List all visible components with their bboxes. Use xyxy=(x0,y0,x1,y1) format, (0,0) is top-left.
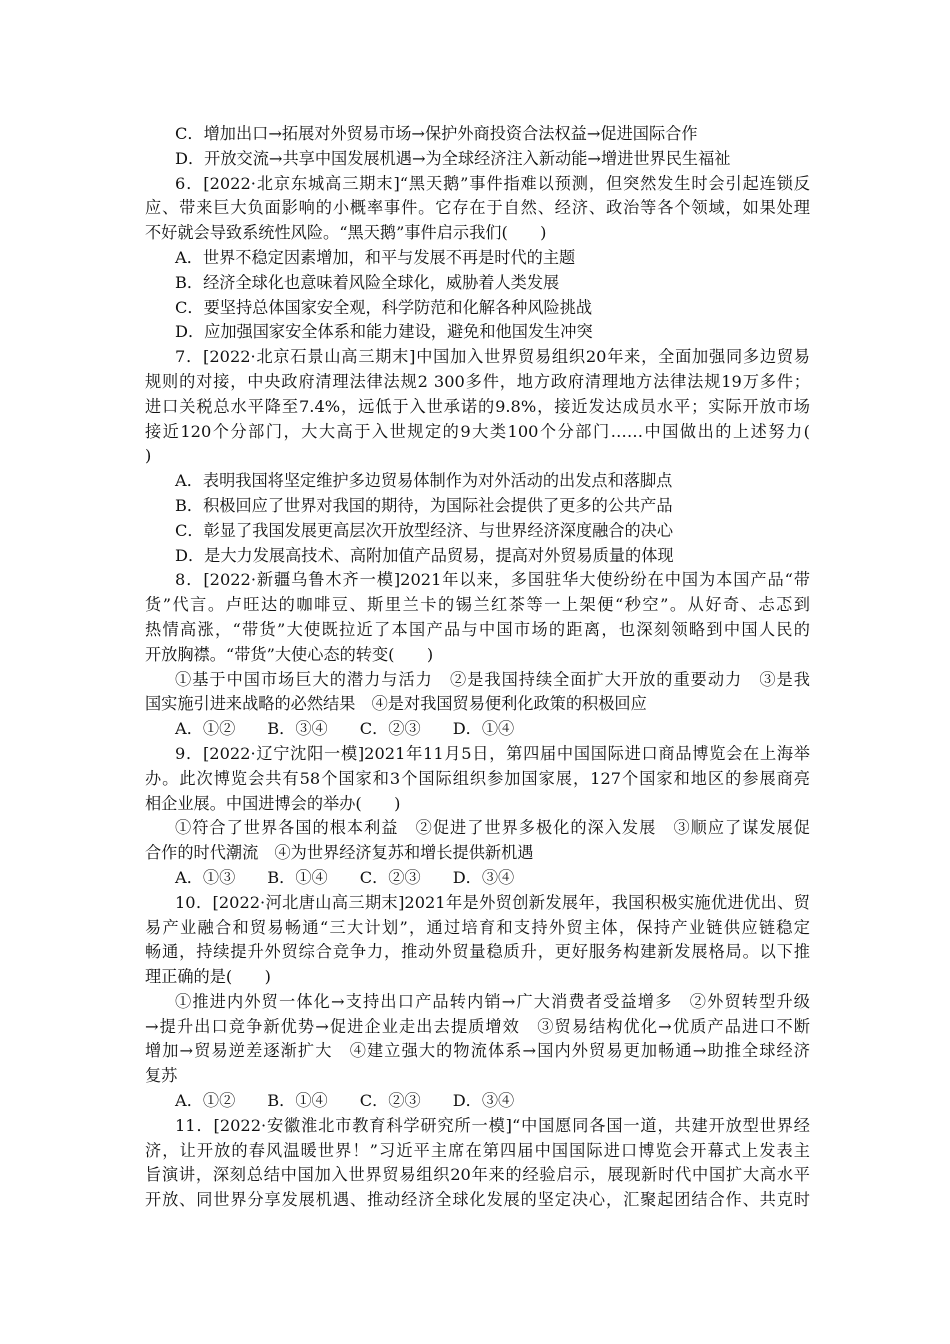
q7-stem-line: 规则的对接，中央政府清理法律法规2 300多件，地方政府清理地方法律法规19万多件； xyxy=(145,371,810,391)
q7-stem-line: 进口关税总水平降至7.4%，远低于入世承诺的9.8%，接近发达成员水平；实际开放市场 xyxy=(145,396,810,416)
q11-stem-line: 11．[2022·安徽淮北市教育科学研究所一模]“中国愿同各国一道，共建开放型世界经 xyxy=(175,1115,810,1135)
q8-choice-a: A．①② xyxy=(175,719,236,739)
q10-stem-line: 畅通，持续提升外贸综合竞争力，推动外贸量稳质升，更好服务构建新发展格局。以下推 xyxy=(145,942,810,962)
q10-choice-c: C．②③ xyxy=(359,1091,421,1111)
q6-option-d: D．应加强国家安全体系和能力建设，避免和他国发生冲突 xyxy=(175,322,593,342)
q11-stem-line: 济，让开放的春风温暖世界！”习近平主席在第四届中国国际进口博览会开幕式上发表主 xyxy=(145,1140,810,1160)
q8-stem-line: 8．[2022·新疆乌鲁木齐一模]2021年以来，多国驻华大使纷纷在中国为本国产品“带 xyxy=(175,570,810,590)
q8-choices xyxy=(145,717,810,742)
q10-stem-line: 理正确的是( ) xyxy=(145,967,271,987)
q5-option-d: D．开放交流→共享中国发展机遇→为全球经济注入新动能→增进世界民生福祉 xyxy=(175,148,731,168)
q11-stem-line: 开放、同世界分享发展机遇、推动经济全球化发展的坚定决心，汇聚起团结合作、共克时 xyxy=(145,1190,810,1210)
q7-option-c: C．彰显了我国发展更高层次开放型经济、与世界经济深度融合的决心 xyxy=(175,520,674,540)
q10-choice-a: A．①② xyxy=(175,1091,236,1111)
q5-option-c: C．增加出口→拓展对外贸易市场→保护外商投资合法权益→促进国际合作 xyxy=(175,124,698,143)
q9-choice-c: C．②③ xyxy=(359,867,421,887)
q10-stem-line: 10．[2022·河北唐山高三期末]2021年是外贸创新发展年，我国积极实施优进优出、贸 xyxy=(175,892,810,912)
q8-choice-d: D．①④ xyxy=(452,719,515,739)
q8-statement-line: ①基于中国市场巨大的潜力与活力 ②是我国持续全面扩大开放的重要动力 ③是我 xyxy=(175,669,810,689)
q9-statement-line: 合作的时代潮流 ④为世界经济复苏和增长提供新机遇 xyxy=(145,843,534,863)
q11-stem-line: 旨演讲，深刻总结中国加入世界贸易组织20年来的经验启示，展现新时代中国扩大高水平 xyxy=(145,1165,810,1185)
q10-choice-d: D．③④ xyxy=(452,1091,515,1111)
q6-option-b: B．经济全球化也意味着风险全球化，威胁着人类发展 xyxy=(175,272,560,292)
q10-stem-line: 易产业融合和贸易畅通“三大计划”，通过培育和支持外贸主体，保持产业链供应链稳定 xyxy=(145,917,810,937)
q10-statement-line: 复苏 xyxy=(145,1066,178,1086)
q7-option-d: D．是大力发展高技术、高附加值产品贸易，提高对外贸易质量的体现 xyxy=(175,545,674,565)
q8-choice-b: B．③④ xyxy=(267,719,328,739)
q10-choice-b: B．①④ xyxy=(267,1091,328,1111)
q10-statement-line: 增加→贸易逆差逐渐扩大 ④建立强大的物流体系→国内外贸易更加畅通→助推全球经济 xyxy=(145,1041,810,1061)
q9-statement-line: ①符合了世界各国的根本利益 ②促进了世界多极化的深入发展 ③顺应了谋发展促 xyxy=(175,818,810,838)
q8-stem-line: 货”代言。卢旺达的咖啡豆、斯里兰卡的锡兰红茶等一上架便“秒空”。从好奇、忐忑到 xyxy=(145,595,810,615)
q9-choice-a: A．①③ xyxy=(175,867,236,887)
q6-option-c: C．要坚持总体国家安全观，科学防范和化解各种风险挑战 xyxy=(175,297,593,317)
q9-stem-line: 9．[2022·辽宁沈阳一模]2021年11月5日，第四届中国国际进口商品博览会在上海举 xyxy=(175,743,810,763)
q6-stem-line: 6．[2022·北京东城高三期末]“黑天鹅”事件指难以预测，但突然发生时会引起连锁反 xyxy=(175,173,810,193)
q8-stem-line: 开放胸襟。“带货”大使心态的转变( ) xyxy=(145,644,434,664)
q8-statement-line: 国实施引进来战略的必然结果 ④是对我国贸易便利化政策的积极回应 xyxy=(145,694,647,714)
question-content xyxy=(145,122,810,1213)
q8-choice-c: C．②③ xyxy=(359,719,421,739)
q9-choice-d: D．③④ xyxy=(452,867,515,887)
q9-stem-line: 相企业展。中国进博会的举办( ) xyxy=(145,793,401,813)
q9-stem-line: 办。此次博览会共有58个国家和3个国际组织参加国家展，127个国家和地区的参展商亮 xyxy=(145,768,810,788)
q10-choices xyxy=(145,1089,810,1114)
q7-option-a: A．表明我国将坚定维护多边贸易体制作为对外活动的出发点和落脚点 xyxy=(175,471,673,491)
q6-stem-line: 应、带来巨大负面影响的小概率事件。它存在于自然、经济、政治等各个领域，如果处理 xyxy=(145,198,810,218)
q6-stem-line: 不好就会导致系统性风险。“黑天鹅”事件启示我们( ) xyxy=(145,223,547,243)
q7-stem-line: 接近120个分部门，大大高于入世规定的9大类100个分部门……中国做出的上述努力( xyxy=(145,421,810,441)
q7-stem-line: ) xyxy=(145,446,152,466)
q10-statement-line: →提升出口竞争新优势→促进企业走出去提质增效 ③贸易结构优化→优质产品进口不断 xyxy=(145,1016,810,1036)
q9-choices xyxy=(145,866,810,891)
q7-option-b: B．积极回应了世界对我国的期待，为国际社会提供了更多的公共产品 xyxy=(175,495,673,515)
q8-stem-line: 热情高涨，“带货”大使既拉近了本国产品与中国市场的距离，也深刻领略到中国人民的 xyxy=(145,619,810,639)
q7-stem-line: 7．[2022·北京石景山高三期末]中国加入世界贸易组织20年来，全面加强同多边贸易 xyxy=(175,347,810,367)
q6-option-a: A．世界不稳定因素增加，和平与发展不再是时代的主题 xyxy=(175,247,576,267)
q10-statement-line: ①推进内外贸一体化→支持出口产品转内销→广大消费者受益增多 ②外贸转型升级 xyxy=(175,991,810,1011)
q9-choice-b: B．①④ xyxy=(267,867,328,887)
